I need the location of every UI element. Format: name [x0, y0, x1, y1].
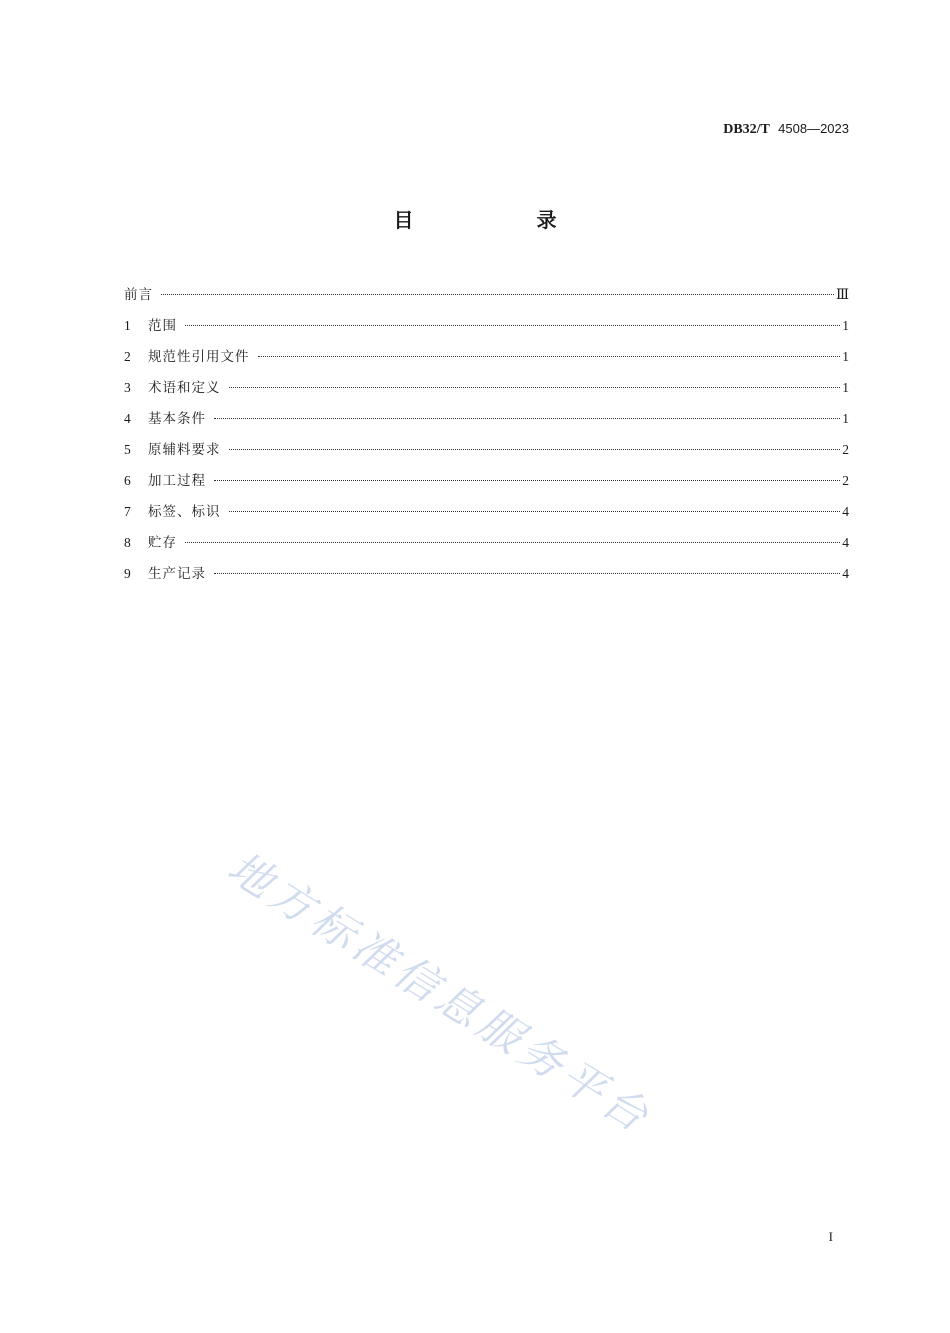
toc-item-4[interactable]	[124, 408, 849, 439]
toc-item-5[interactable]	[124, 439, 849, 470]
toc-page: 4	[842, 566, 849, 581]
toc-number: 5	[124, 442, 131, 457]
toc-page: 4	[842, 535, 849, 550]
toc-label: 术语和定义	[148, 380, 221, 396]
toc-label: 范围	[148, 318, 177, 334]
toc-label: 前言	[124, 287, 153, 303]
table-of-contents	[124, 284, 849, 594]
toc-label: 标签、标识	[148, 504, 221, 520]
toc-leader	[185, 325, 840, 326]
toc-leader	[214, 480, 840, 481]
toc-page: 1	[842, 318, 849, 333]
toc-leader	[161, 294, 834, 295]
toc-item-2[interactable]	[124, 346, 849, 377]
toc-item-3[interactable]	[124, 377, 849, 408]
standard-code	[723, 121, 849, 138]
toc-label: 规范性引用文件	[148, 349, 250, 365]
toc-item-foreword[interactable]	[124, 284, 849, 315]
toc-number: 6	[124, 473, 131, 488]
toc-page: 1	[842, 349, 849, 364]
toc-item-6[interactable]	[124, 470, 849, 501]
toc-label: 加工过程	[148, 473, 206, 489]
toc-number: 8	[124, 535, 131, 550]
toc-number: 3	[124, 380, 131, 395]
toc-number: 9	[124, 566, 131, 581]
toc-number: 2	[124, 349, 131, 364]
toc-leader	[229, 387, 841, 388]
toc-page: 1	[842, 380, 849, 395]
toc-leader	[229, 511, 841, 512]
toc-leader	[214, 418, 840, 419]
toc-number: 7	[124, 504, 131, 519]
standard-number: 4508—2023	[778, 121, 849, 136]
page-title: 目 录	[393, 208, 615, 232]
toc-label: 生产记录	[148, 566, 206, 582]
toc-label: 原辅料要求	[148, 442, 221, 458]
toc-page: Ⅲ	[835, 287, 849, 302]
toc-number: 4	[124, 411, 131, 426]
page-number: I	[828, 1229, 833, 1244]
toc-label: 基本条件	[148, 411, 206, 427]
toc-page: 1	[842, 411, 849, 426]
toc-leader	[185, 542, 840, 543]
toc-page: 2	[842, 473, 849, 488]
toc-item-8[interactable]	[124, 532, 849, 563]
toc-item-1[interactable]	[124, 315, 849, 346]
toc-leader	[214, 573, 840, 574]
toc-page: 2	[842, 442, 849, 457]
toc-item-7[interactable]	[124, 501, 849, 532]
toc-number: 1	[124, 318, 131, 333]
toc-item-9[interactable]	[124, 563, 849, 594]
standard-prefix: DB32/T	[723, 122, 770, 137]
toc-leader	[229, 449, 841, 450]
toc-label: 贮存	[148, 535, 177, 551]
watermark: 地方标准信息服务平台	[218, 842, 661, 1145]
toc-page: 4	[842, 504, 849, 519]
toc-leader	[258, 356, 841, 357]
